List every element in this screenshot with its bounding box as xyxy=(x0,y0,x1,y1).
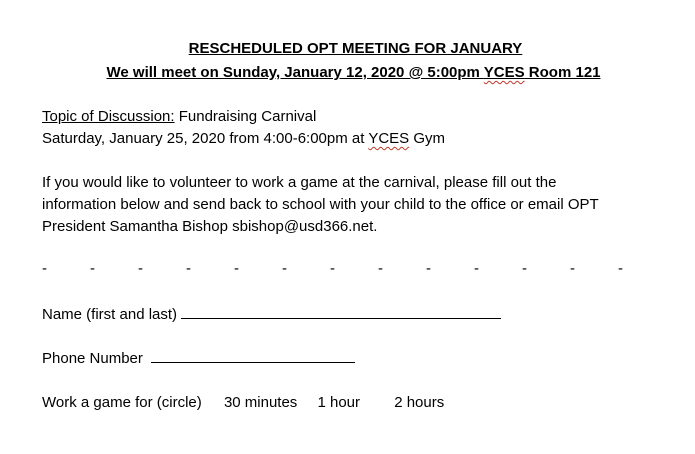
event-location-text: Gym xyxy=(409,130,446,147)
heading-title: RESCHEDULED OPT MEETING FOR JANUARY xyxy=(188,40,523,57)
phone-blank-line[interactable] xyxy=(151,350,355,363)
option-1-hour[interactable]: 1 hour xyxy=(317,394,361,411)
spellcheck-word-yces: YCES xyxy=(483,64,525,81)
spellcheck-word-yces-gym: YCES xyxy=(368,130,410,147)
cut-dash: - xyxy=(426,260,431,277)
name-label: Name (first and last) xyxy=(42,306,178,323)
name-blank-line[interactable] xyxy=(181,306,501,319)
volunteer-paragraph-line-1: If you would like to volunteer to work a game at the carnival, please fill out the xyxy=(42,174,557,191)
phone-label: Phone Number xyxy=(42,350,143,367)
option-30-minutes[interactable]: 30 minutes xyxy=(223,394,298,411)
cut-dash: - xyxy=(42,260,47,277)
name-field-row xyxy=(42,306,501,323)
cut-dash: - xyxy=(138,260,143,277)
cut-dash: - xyxy=(378,260,383,277)
heading-room-text: Room 121 xyxy=(524,64,601,81)
heading-meeting-date xyxy=(6,64,695,81)
cut-dash: - xyxy=(90,260,95,277)
cut-dash: - xyxy=(330,260,335,277)
cut-dash: - xyxy=(618,260,623,277)
phone-field-row xyxy=(42,350,355,367)
event-line xyxy=(42,130,445,147)
option-2-hours[interactable]: 2 hours xyxy=(394,394,445,411)
cut-dash: - xyxy=(474,260,479,277)
cut-dash: - xyxy=(234,260,239,277)
cut-dash: - xyxy=(522,260,527,277)
work-game-label: Work a game for (circle) xyxy=(42,394,202,411)
topic-value: Fundraising Carnival xyxy=(174,108,317,125)
event-date-text: Saturday, January 25, 2020 from 4:00-6:00pm at xyxy=(42,130,369,147)
volunteer-paragraph-line-2: information below and send back to school with your child to the office or email OPT xyxy=(42,196,599,213)
cut-dash: - xyxy=(186,260,191,277)
topic-label: Topic of Discussion: xyxy=(42,108,175,125)
cut-dash: - xyxy=(570,260,575,277)
work-game-row xyxy=(42,394,444,411)
topic-line xyxy=(42,108,316,125)
cut-dash: - xyxy=(282,260,287,277)
cut-line xyxy=(0,262,695,276)
volunteer-paragraph-line-3: President Samantha Bishop sbishop@usd366.net. xyxy=(42,218,378,235)
heading-meeting-date-text: We will meet on Sunday, January 12, 2020 @ 5:00pm xyxy=(106,64,484,81)
